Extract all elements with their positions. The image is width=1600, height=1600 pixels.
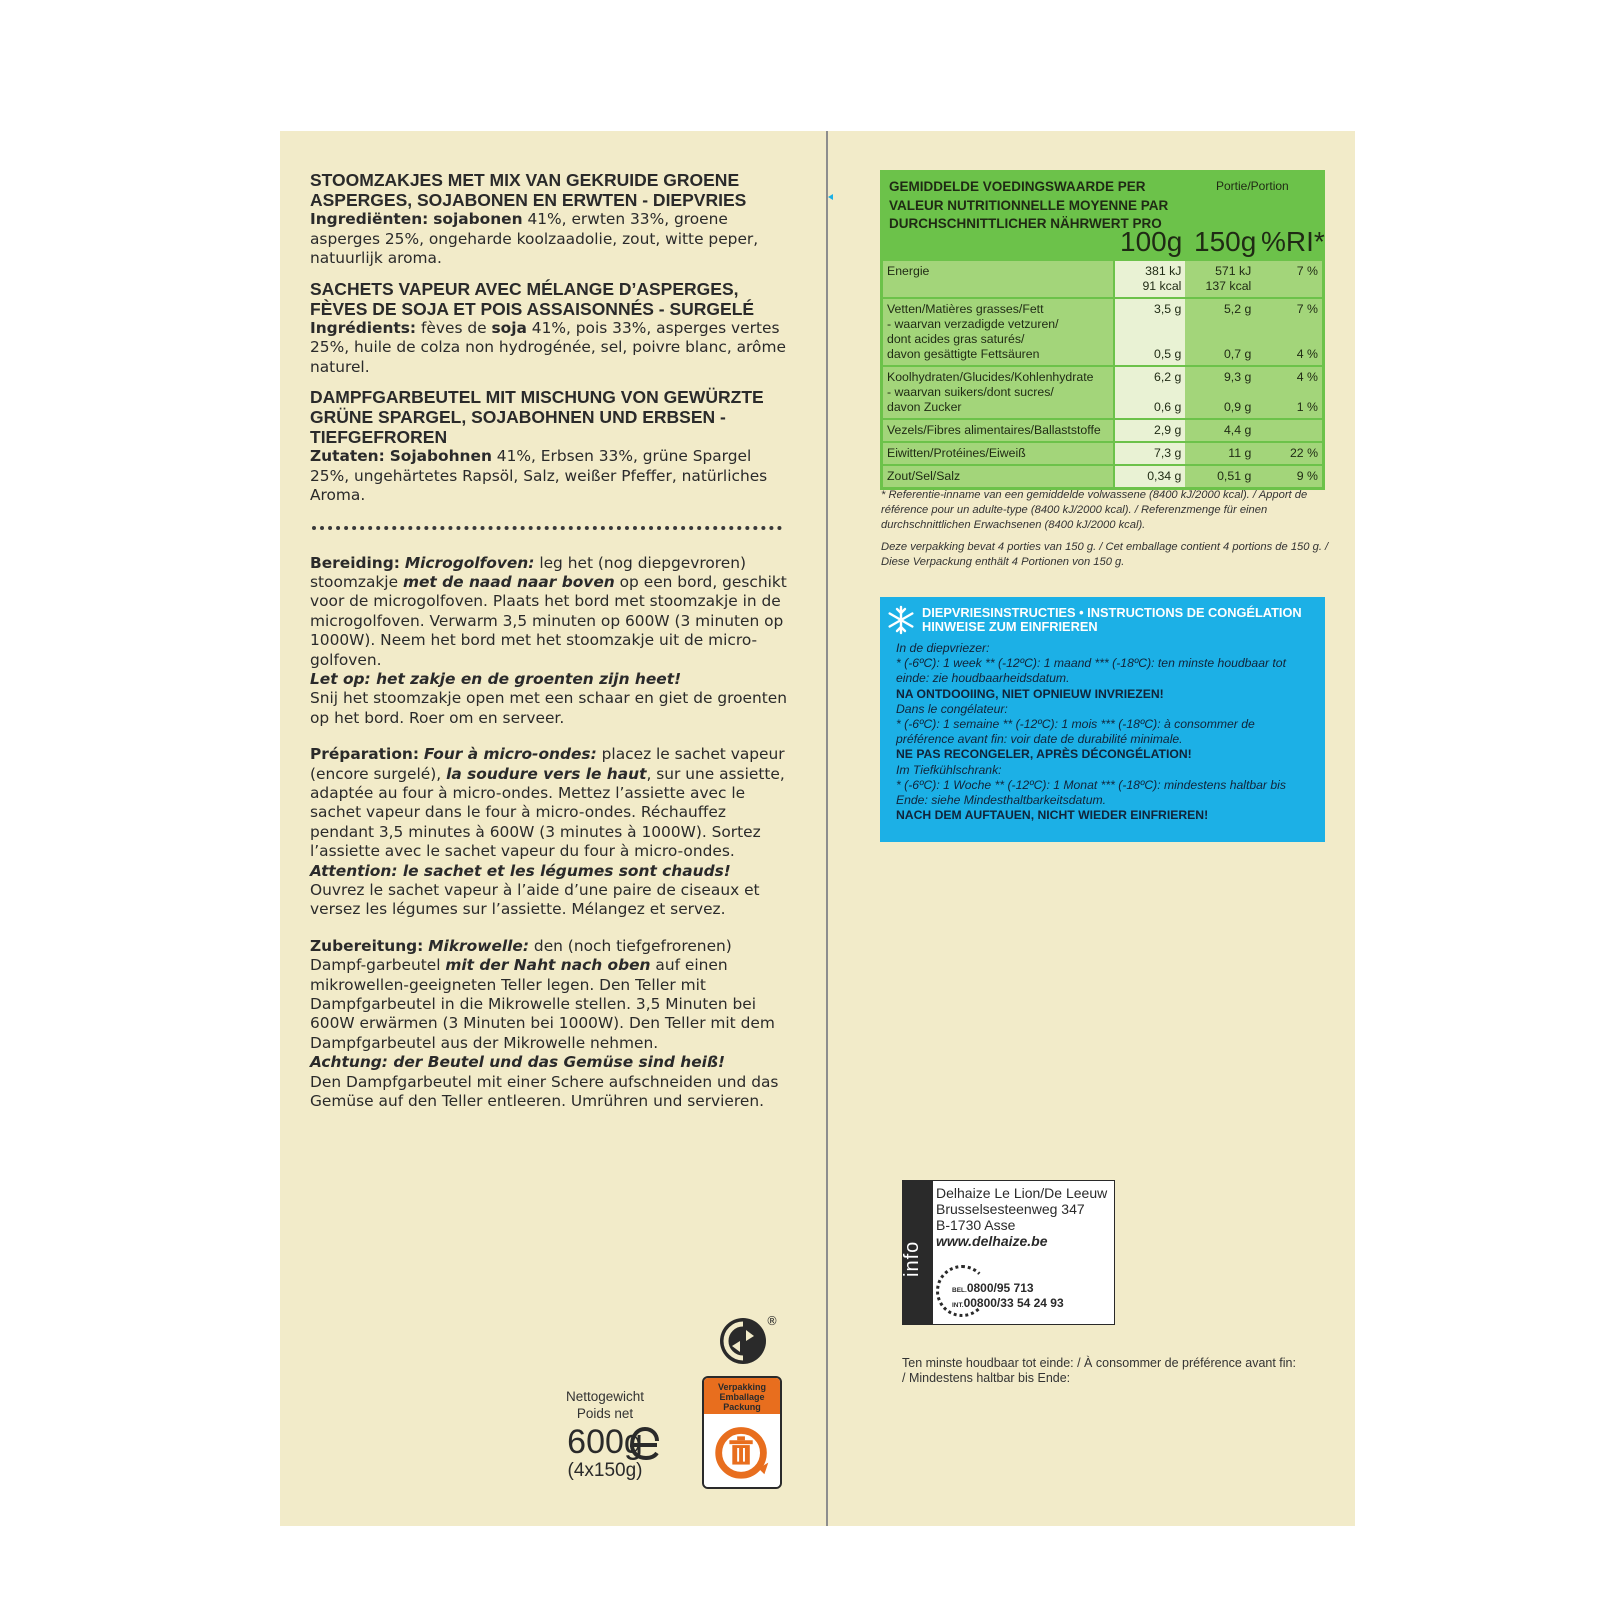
- freezing-fr-warning: NE PAS RECONGELER, APRÈS DÉCONGÉLATION!: [896, 747, 1192, 762]
- preparation-fr: Préparation: Four à micro-ondes: placez le sachet vapeur (encore surgelé), la soudure vers le haut, sur une assiette, adaptée au four à micro-ondes. Mettez l’assiette avec le sachet vapeur dans le four à micro-ondes. Réchauffez pendant 3,5 minutes à 600W (3 minutes à 1000W). Sortez l’assiette avec le sachet vapeur du four à micro-ondes. Attention: le sachet et les légumes sont chauds! Ouvrez le sachet vapeur à l’aide d’une paire de ciseaux et versez les légumes sur l’assiette. Mélangez et servez.: [310, 745, 790, 920]
- dutch-section: [310, 170, 790, 269]
- value-100g: 6,2 g 0,6 g: [1114, 366, 1186, 419]
- dotted-divider: [312, 526, 782, 530]
- net-weight-value: 600g: [567, 1423, 643, 1461]
- value-150g: 0,51 g: [1185, 465, 1255, 487]
- warning-de: Achtung: der Beutel und das Gemüse sind heiß!: [310, 1053, 726, 1072]
- nutrition-rows: [883, 259, 1322, 487]
- value-150g: 5,2 g 0,7 g: [1185, 298, 1255, 366]
- warning-nl: Let op: het zakje en de groenten zijn heet!: [310, 669, 682, 688]
- nutrition-row: [883, 298, 1322, 366]
- nutrition-row: [883, 465, 1322, 487]
- serve-de: Den Dampfgarbeutel mit einer Schere aufschneiden und das Gemüse auf den Teller entleeren. Umrühren und servieren.: [310, 1072, 779, 1111]
- nutrition-row: [883, 419, 1322, 442]
- nutrition-row: [883, 366, 1322, 419]
- nutrition-title: GEMIDDELDE VOEDINGSWAARDE PER VALEUR NUTRITIONNELLE MOYENNE PAR DURCHSCHNITTLICHER NÄHRWERT PRO: [889, 179, 1169, 231]
- freezing-nl-text: * (-6ºC): 1 week ** (-12ºC): 1 maand *** (-18ºC): ten minste houdbaar tot einde: zie houdbaarheidsdatum.: [896, 656, 1286, 686]
- freezing-instructions: [880, 597, 1325, 842]
- value-ri: 7 %: [1255, 260, 1322, 298]
- freezing-de-intro: Im Tiefkühlschrank:: [896, 762, 1002, 777]
- nutrition-table: [880, 170, 1325, 490]
- dutch-ingredients: Ingrediënten: sojabonen 41%, erwten 33%, groene asperges 25%, ongeharde koolzaadolie, zout, witte peper, natuurlijk aroma.: [310, 210, 759, 267]
- nutrition-header: [883, 173, 1325, 259]
- phone-numbers: [936, 1263, 1111, 1319]
- value-100g: 7,3 g: [1114, 442, 1186, 465]
- preparation-nl: Bereiding: Microgolfoven: leg het (nog diepgevroren) stoomzakje met de naad naar boven op een bord, geschikt voor de microgolfoven. Plaats het bord met stoomzakje in de microgolfoven. Verwarm 3,5 minuten op 600W (3 minuten op 1000W). Neem het bord met het stoomzakje uit de micro-golfoven. Let op: het zakje en de groenten zijn heet! Snij het stoomzakje open met een schaar en giet de groenten op het bord. Roer om en serveer.: [310, 554, 790, 729]
- value-150g: 4,4 g: [1185, 419, 1255, 442]
- packaging-bin-label: Verpakking Emballage Packung: [704, 1378, 780, 1416]
- nutrition-row: [883, 442, 1322, 465]
- freezing-nl-warning: NA ONTDOOIING, NIET OPNIEUW INVRIEZEN!: [896, 686, 1164, 701]
- left-column: [310, 170, 790, 1128]
- fold-marker: [828, 194, 833, 200]
- german-ingredients: Zutaten: Sojabohnen 41%, Erbsen 33%, grüne Spargel 25%, ungehärtetes Rapsöl, Salz, weißer Pfeffer, natürliches Aroma.: [310, 447, 768, 504]
- fold-line: [826, 131, 828, 1526]
- serve-nl: Snij het stoomzakje open met een schaar en giet de groenten op het bord. Roer om en serveer.: [310, 689, 787, 727]
- green-dot-icon: [718, 1316, 768, 1366]
- french-title: SACHETS VAPEUR AVEC MÉLANGE D’ASPERGES, FÈVES DE SOJA ET POIS ASSAISONNÉS - SURGELÉ: [310, 278, 755, 319]
- freezing-header: DIEPVRIESINSTRUCTIES • INSTRUCTIONS DE CONGÉLATION HINWEISE ZUM EINFRIEREN: [922, 605, 1302, 634]
- dutch-title: STOOMZAKJES MET MIX VAN GEKRUIDE GROENE ASPERGES, SOJABONEN EN ERWTEN - DIEPVRIES: [310, 170, 747, 210]
- nutrition-row: [883, 260, 1322, 298]
- net-weight-label-nl: Nettogewicht: [565, 1389, 645, 1404]
- packaging-bin-body: [704, 1414, 780, 1487]
- serve-fr: Ouvrez le sachet vapeur à l’aide d’une paire de ciseaux et versez les légumes sur l’assiette. Mélangez et servez.: [310, 881, 760, 919]
- german-section: [310, 387, 790, 506]
- value-ri: 22 %: [1255, 442, 1322, 465]
- value-150g: 571 kJ 137 kcal: [1185, 260, 1255, 298]
- value-100g: 381 kJ 91 kcal: [1114, 260, 1186, 298]
- value-100g: 0,34 g: [1114, 465, 1186, 487]
- net-weight-portions: (4x150g): [567, 1460, 643, 1481]
- nutrition-col-150g: 150g: [1194, 226, 1257, 257]
- freezing-de-warning: NACH DEM AUFTAUEN, NICHT WIEDER EINFRIEREN!: [896, 808, 1209, 823]
- info-box: [902, 1180, 1115, 1325]
- reference-intake-note: * Referentie-inname van een gemiddelde volwassene (8400 kJ/2000 kcal). / Apport de référence pour un adulte-type (8400 kJ/2000 kcal). / Referenzmenge für einen durchschnittlichen Erwachsenen (8400 kJ/2000 kcal).: [881, 489, 1308, 531]
- snowflake-icon: [886, 605, 916, 635]
- nutrient-label: Vezels/Fibres alimentaires/Ballaststoffe: [883, 419, 1114, 442]
- value-150g: 11 g: [1185, 442, 1255, 465]
- nutrition-portion-label: Portie/Portion: [1216, 179, 1289, 193]
- warning-fr: Attention: le sachet et les légumes sont chauds!: [310, 861, 731, 880]
- french-section: [310, 279, 790, 378]
- website-link[interactable]: www.delhaize.be: [936, 1233, 1048, 1249]
- nutrient-label: Eiwitten/Protéines/Eiweiß: [883, 442, 1114, 465]
- nutrient-label: Koolhydraten/Glucides/Kohlenhydrate - waarvan suikers/dont sucres/ davon Zucker: [883, 366, 1114, 419]
- e-mark-icon: [626, 1424, 664, 1462]
- nutrient-label: Vetten/Matières grasses/Fett - waarvan verzadigde vetzuren/ dont acides gras saturés/ davon gesättigte Fettsäuren: [883, 298, 1114, 366]
- phone-bel: BEL.0800/95 713: [952, 1281, 1034, 1295]
- registered-mark: ®: [766, 1314, 778, 1328]
- phone-int: INT.00800/33 54 24 93: [952, 1296, 1064, 1310]
- freezing-fr-text: * (-6ºC): 1 semaine ** (-12ºC): 1 mois *** (-18ºC): à consommer de préférence avant fin: voir date de durabilité minimale.: [896, 717, 1255, 747]
- info-strip: info: [903, 1181, 933, 1324]
- nutrition-col-100g: 100g: [1120, 226, 1183, 257]
- value-ri: [1255, 419, 1322, 442]
- nutrient-label: Zout/Sel/Salz: [883, 465, 1114, 487]
- value-100g: 2,9 g: [1114, 419, 1186, 442]
- portions-note: Deze verpakking bevat 4 porties van 150 g. / Cet emballage contient 4 portions de 150 g. / Diese Verpackung enthält 4 Portionen von 150 g.: [881, 541, 1329, 568]
- best-before-label: Ten minste houdbaar tot einde: / À consommer de préférence avant fin: / Mindestens haltbar bis Ende:: [902, 1356, 1296, 1385]
- freezing-body: [896, 641, 1316, 823]
- value-150g: 9,3 g 0,9 g: [1185, 366, 1255, 419]
- nutrient-label: Energie: [883, 260, 1114, 298]
- value-ri: 7 % 4 %: [1255, 298, 1322, 366]
- nutrition-footnotes: [881, 488, 1331, 577]
- preparation-de: Zubereitung: Mikrowelle: den (noch tiefgefrorenen) Dampf-garbeutel mit der Naht nach oben auf einen mikrowellen-geeigneten Teller legen. Den Teller mit Dampfgarbeutel in die Mikrowelle stellen. 3,5 Minuten bei 600W erwärmen (3 Minuten bei 1000W). Den Teller mit dem Dampfgarbeutel aus der Mikrowelle nehmen. Achtung: der Beutel und das Gemüse sind heiß! Den Dampfgarbeutel mit einer Schere aufschneiden und das Gemüse auf den Teller entleeren. Umrühren und servieren.: [310, 937, 790, 1112]
- company-address: Delhaize Le Lion/De Leeuw Brusselsesteenweg 347 B-1730 Asse www.delhaize.be: [936, 1185, 1108, 1249]
- trash-bin-icon: [704, 1414, 782, 1484]
- freezing-fr-intro: Dans le congélateur:: [896, 701, 1008, 716]
- french-ingredients: Ingrédients: fèves de soja 41%, pois 33%, asperges vertes 25%, huile de colza non hydrogénée, sel, poivre blanc, arôme naturel.: [310, 318, 786, 376]
- freezing-de-text: * (-6ºC): 1 Woche ** (-12ºC): 1 Monat *** (-18ºC): mindestens haltbar bis Ende: siehe Mindesthaltbarkeitsdatum.: [896, 777, 1286, 808]
- freezing-nl-intro: In de diepvriezer:: [896, 641, 990, 655]
- german-title: DAMPFGARBEUTEL MIT MISCHUNG VON GEWÜRZTE GRÜNE SPARGEL, SOJABOHNEN UND ERBSEN - TIEFGEFROREN: [310, 387, 764, 447]
- value-100g: 3,5 g 0,5 g: [1114, 298, 1186, 366]
- nutrition-col-ri: %RI*: [1261, 226, 1325, 257]
- value-ri: 4 % 1 %: [1255, 366, 1322, 419]
- net-weight-label-fr: Poids net: [576, 1406, 634, 1421]
- packaging-bin-icon: [702, 1376, 782, 1489]
- value-ri: 9 %: [1255, 465, 1322, 487]
